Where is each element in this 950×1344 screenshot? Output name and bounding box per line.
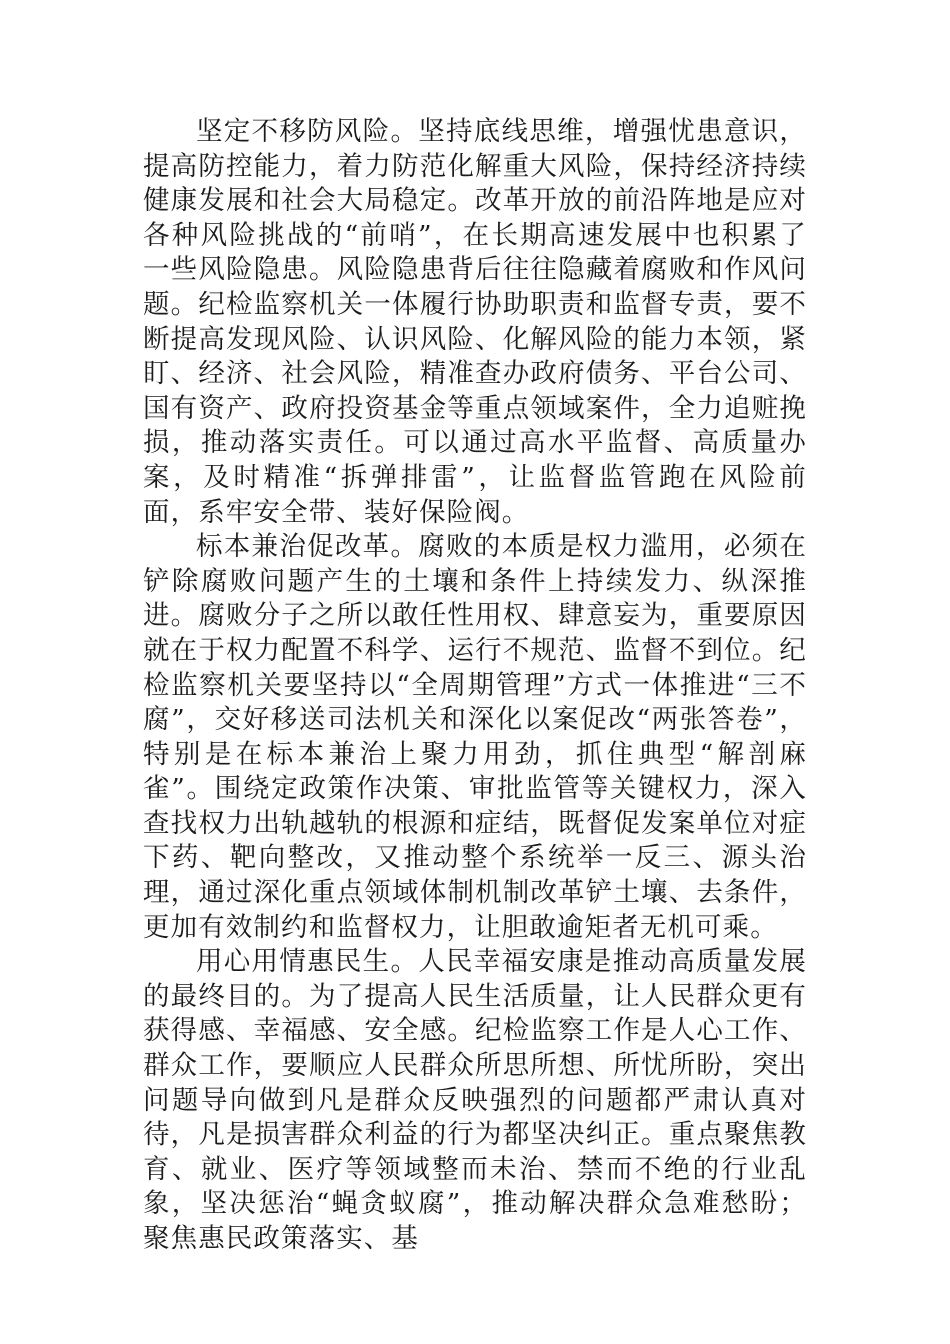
paragraph-risk-prevention: 坚定不移防风险。坚持底线思维，增强忧患意识，提高防控能力，着力防范化解重大风险，保持经济持续健康发展和社会大局稳定。改革开放的前沿阵地是应对各种风险挑战的“前哨”，在长期高速发展中也积累了一些风险隐患。风险隐患背后往往隐藏着腐败和作风问题。纪检监察机关一体履行协助职责和监督专责，要不断提高发现风险、认识风险、化解风险的能力本领，紧盯、经济、社会风险，精准查办政府债务、平台公司、国有资产、政府投资基金等重点领域案件，全力追赃挽损，推动落实责任。可以通过高水平监督、高质量办案，及时精准“拆弹排雷”，让监督监管跑在风险前面，系牢安全带、装好保险阀。 (143, 116, 807, 528)
document-body (143, 115, 807, 1257)
paragraph-reform: 标本兼治促改革。腐败的本质是权力滥用，必须在铲除腐败问题产生的土壤和条件上持续发力、纵深推进。腐败分子之所以敢任性用权、肆意妄为，重要原因就在于权力配置不科学、运行不规范、监督不到位。纪检监察机关要坚持以“全周期管理”方式一体推进“三不腐”，交好移送司法机关和深化以案促改“两张答卷”，特别是在标本兼治上聚力用劲，抓住典型“解剖麻雀”。围绕定政策作决策、审批监管等关键权力，深入查找权力出轨越轨的根源和症结，既督促发案单位对症下药、靶向整改，又推动整个系统举一反三、源头治理，通过深化重点领域体制机制改革铲土壤、去条件，更加有效制约和监督权力，让胆敢逾矩者无机可乘。 (143, 531, 807, 943)
paragraph-livelihood: 用心用情惠民生。人民幸福安康是推动高质量发展的最终目的。为了提高人民生活质量，让人民群众更有获得感、幸福感、安全感。纪检监察工作是人心工作、群众工作，要顺应人民群众所思所想、所忧所盼，突出问题导向做到凡是群众反映强烈的问题都严肃认真对待，凡是损害群众利益的行为都坚决纠正。重点聚焦教育、就业、医疗等领域整而未治、禁而不绝的行业乱象，坚决惩治“蝇贪蚁腐”，推动解决群众急难愁盼；聚焦惠民政策落实、基 (143, 946, 807, 1254)
